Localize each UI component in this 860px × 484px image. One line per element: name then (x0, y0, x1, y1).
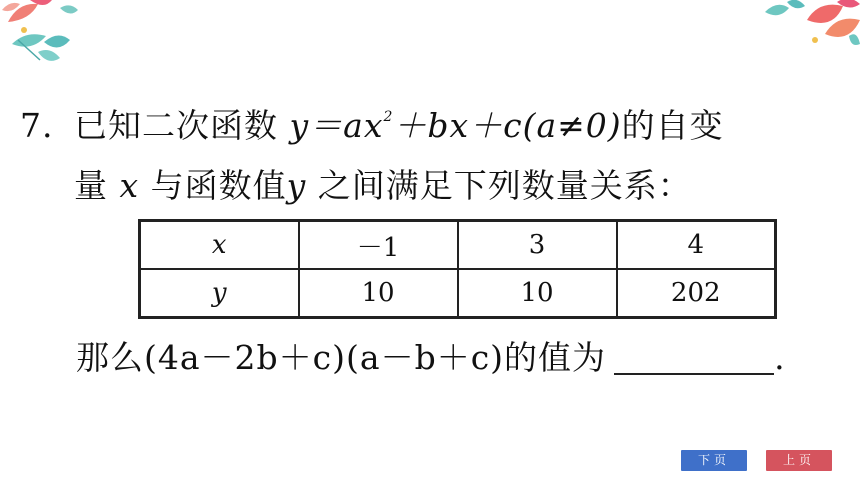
answer-blank (614, 337, 774, 375)
table-cell: 4 (617, 221, 776, 270)
leaf-decoration-right (725, 0, 860, 50)
line2-text-a: 量 (74, 166, 108, 205)
value-table (138, 219, 777, 319)
question-number: 7. (20, 106, 54, 145)
table-cell: y (140, 269, 299, 318)
question-line-2 (20, 156, 724, 216)
table-row (140, 269, 776, 318)
tail-text: 那么(4a－2b＋c)(a－b＋c)的值为 (76, 338, 607, 377)
question-text-suffix: 的自变 (621, 106, 724, 145)
table-cell: 3 (458, 221, 617, 270)
question-line-1 (20, 96, 724, 156)
line2-text-c: 之间满足下列数量关系： (317, 166, 692, 205)
table-row (140, 221, 776, 270)
question-text-prefix: 已知二次函数 (74, 106, 278, 145)
function-formula (290, 106, 523, 145)
variable-y: y (286, 166, 307, 205)
table-cell: 202 (617, 269, 776, 318)
tail-end: . (774, 338, 786, 377)
line2-text-b: 与函数值 (150, 166, 287, 205)
table-cell: 10 (458, 269, 617, 318)
question-text (20, 96, 724, 216)
prev-page-button[interactable]: 上页 (766, 450, 832, 471)
leaf-decoration-left (0, 0, 110, 75)
formula-part-b: ＋bx＋c (393, 106, 523, 145)
variable-x: x (119, 166, 140, 205)
formula-part-a: y＝ax (289, 106, 384, 145)
table-cell: 10 (299, 269, 458, 318)
table-cell: －1 (299, 221, 458, 270)
formula-condition: (a≠0) (522, 106, 622, 145)
next-page-button[interactable]: 下页 (681, 450, 747, 471)
table-cell: x (140, 221, 299, 270)
question-tail (76, 330, 786, 386)
formula-exponent: 2 (383, 109, 394, 125)
